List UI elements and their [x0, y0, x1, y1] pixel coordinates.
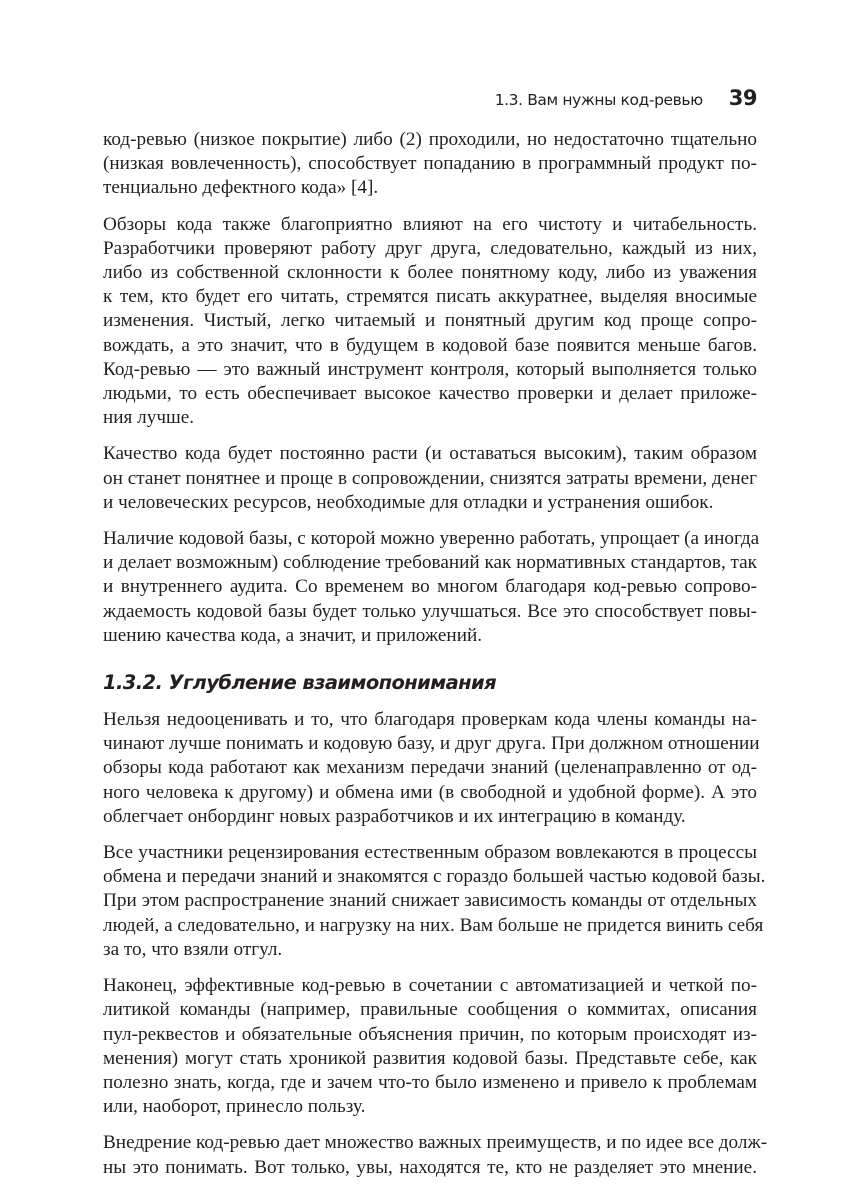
text-line: Качество кода будет постоянно расти (и оставаться высоким), таким образом — [103, 443, 757, 465]
text-line: обзоры кода работают как механизм передачи знаний (целенаправленно от од- — [103, 757, 757, 779]
running-header — [495, 86, 757, 110]
text-line: и внутреннего аудита. Со временем во многом благодаря код-ревью сопрово- — [103, 576, 757, 598]
text-line: за то, что взяли отгул. — [103, 938, 283, 960]
text-line: или, наоборот, принесло пользу. — [103, 1096, 366, 1118]
text-line: либо из собственной склонности к более понятному коду, либо из уважения — [103, 262, 757, 284]
page-body — [103, 128, 768, 1192]
section-heading: 1.3.2. Углубление взаимопонимания — [103, 671, 496, 695]
text-line: При этом распространение знаний снижает зависимость команды от отдельных — [103, 890, 757, 912]
page-number: 39 — [728, 86, 757, 110]
paragraph-compliance — [103, 527, 760, 648]
text-line: код-ревью (низкое покрытие) либо (2) проходили, но недостаточно тщательно — [103, 129, 757, 150]
text-line: и человеческих ресурсов, необходимые для отладки и устранения ошибок. — [103, 491, 714, 513]
paragraph-conclusion — [103, 1131, 768, 1179]
text-line: пул-реквестов и обязательные объяснения причин, по которым происходят из- — [103, 1023, 757, 1045]
text-line: обмена и передачи знаний и знакомятся с гораздо большей частью кодовой базы. — [103, 866, 766, 888]
text-line: Обзоры кода также благоприятно влияют на его чистоту и читабельность. — [103, 213, 757, 235]
text-line: он станет понятнее и проще в сопровождении, снизятся затраты времени, денег — [103, 467, 757, 489]
text-line: Наконец, эффективные код-ревью в сочетании с автоматизацией и четкой по- — [103, 975, 757, 997]
text-line: чинают лучше понимать и кодовую базу, и друг друга. При должном отношении — [103, 733, 760, 755]
paragraph-quality — [103, 442, 757, 515]
paragraph-participants — [103, 841, 766, 962]
text-line: менения) могут стать хроникой развития кодовой базы. Представьте себе, как — [103, 1047, 757, 1069]
text-line: вождать, а это значит, что в будущем в кодовой базе появится меньше багов. — [103, 334, 757, 356]
text-line: к тем, кто будет его читать, стремятся писать аккуратнее, выделяя вносимые — [103, 286, 757, 308]
paragraph-knowledge-sharing — [103, 708, 760, 829]
text-line: ния лучше. — [103, 407, 195, 429]
text-line: (низкая вовлеченность), способствует попаданию в программный продукт по- — [103, 153, 757, 175]
text-line: ного человека к другому) и обмена ими (в свободной и удобной форме). А это — [103, 781, 757, 803]
text-line: Внедрение код-ревью дает множество важных преимуществ, и по идее все долж- — [103, 1132, 768, 1154]
text-line: ждаемость кодовой базы будет только улучшаться. Все это способствует повы- — [103, 600, 757, 622]
text-line: ны это понимать. Вот только, увы, находятся те, кто не разделяет это мнение. — [103, 1156, 757, 1178]
text-line: Все участники рецензирования естественным образом вовлекаются в процессы — [103, 842, 757, 864]
text-line: Наличие кодовой базы, с которой можно уверенно работать, упрощает (а иногда — [103, 528, 760, 550]
text-line: Код-ревью — это важный инструмент контроля, который выполняется только — [103, 358, 757, 380]
text-line: полезно знать, когда, где и зачем что-то было изменено и привело к проблемам — [103, 1071, 757, 1093]
running-title: 1.3. Вам нужны код-ревью — [494, 91, 703, 109]
paragraph-chronicle — [103, 974, 757, 1119]
paragraph-readability — [103, 213, 757, 431]
text-line: Нельзя недооценивать и то, что благодаря проверкам кода члены команды на- — [103, 709, 757, 731]
text-line: Разработчики проверяют работу друг друга, следовательно, каждый из них, — [103, 237, 757, 259]
paragraph-continuation — [103, 128, 757, 201]
text-line: шению качества кода, а значит, и приложений. — [103, 624, 483, 646]
text-line: людей, а следовательно, и нагрузку на них. Вам больше не придется винить себя — [103, 914, 764, 936]
text-line: людьми, то есть обеспечивает высокое качество проверки и делает приложе- — [103, 383, 757, 405]
text-line: тенциально дефектного кода» [4]. — [103, 177, 379, 199]
text-line: литикой команды (например, правильные сообщения о коммитах, описания — [103, 999, 757, 1021]
text-line: и делает возможным) соблюдение требований как нормативных стандартов, так — [103, 552, 757, 574]
text-line: изменения. Чистый, легко читаемый и понятный другим код проще сопро- — [103, 310, 757, 332]
text-line: облегчает онбординг новых разработчиков и их интеграцию в команду. — [103, 805, 686, 827]
